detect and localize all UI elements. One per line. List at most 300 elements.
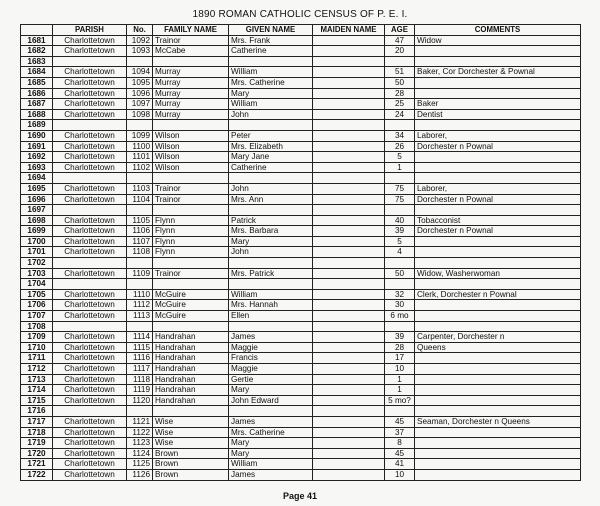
line-number-cell: 1712 [21, 364, 53, 375]
maiden-name-cell [313, 109, 385, 120]
comments-cell [415, 88, 581, 99]
family-name-cell: Flynn [153, 247, 229, 258]
given-name-cell: Francis [229, 353, 313, 364]
comments-cell [415, 279, 581, 290]
parish-cell [53, 120, 127, 131]
given-name-cell: John Edward [229, 395, 313, 406]
header-age: AGE [385, 25, 415, 36]
maiden-name-cell [313, 311, 385, 322]
no-cell: 1125 [127, 459, 153, 470]
parish-cell: Charlottetown [53, 141, 127, 152]
given-name-cell [229, 205, 313, 216]
line-number-cell: 1722 [21, 469, 53, 480]
age-cell [385, 406, 415, 417]
given-name-cell [229, 321, 313, 332]
parish-cell: Charlottetown [53, 130, 127, 141]
parish-cell: Charlottetown [53, 385, 127, 396]
family-name-cell: Handrahan [153, 374, 229, 385]
parish-cell: Charlottetown [53, 77, 127, 88]
maiden-name-cell [313, 438, 385, 449]
age-cell: 40 [385, 215, 415, 226]
comments-cell: Widow [415, 35, 581, 46]
table-row [21, 279, 581, 290]
line-number-cell: 1683 [21, 56, 53, 67]
parish-cell: Charlottetown [53, 152, 127, 163]
no-cell: 1105 [127, 215, 153, 226]
given-name-cell: William [229, 99, 313, 110]
age-cell: 24 [385, 109, 415, 120]
given-name-cell [229, 406, 313, 417]
maiden-name-cell [313, 77, 385, 88]
line-number-cell: 1693 [21, 162, 53, 173]
comments-cell [415, 152, 581, 163]
parish-cell: Charlottetown [53, 395, 127, 406]
parish-cell: Charlottetown [53, 374, 127, 385]
parish-cell [53, 279, 127, 290]
parish-cell: Charlottetown [53, 353, 127, 364]
family-name-cell: Wilson [153, 141, 229, 152]
family-name-cell [153, 120, 229, 131]
no-cell: 1104 [127, 194, 153, 205]
family-name-cell: Wilson [153, 162, 229, 173]
table-header-row [21, 25, 581, 36]
line-number-cell: 1684 [21, 67, 53, 78]
table-row [21, 364, 581, 375]
age-cell: 5 [385, 152, 415, 163]
parish-cell: Charlottetown [53, 99, 127, 110]
family-name-cell: Trainor [153, 268, 229, 279]
comments-cell [415, 459, 581, 470]
maiden-name-cell [313, 130, 385, 141]
given-name-cell: Mrs. Hannah [229, 300, 313, 311]
line-number-cell: 1711 [21, 353, 53, 364]
comments-cell [415, 120, 581, 131]
maiden-name-cell [313, 332, 385, 343]
page-number: Page 41 [282, 491, 318, 501]
age-cell: 5 mo? [385, 395, 415, 406]
maiden-name-cell [313, 395, 385, 406]
given-name-cell [229, 56, 313, 67]
no-cell [127, 205, 153, 216]
family-name-cell: Wise [153, 427, 229, 438]
parish-cell: Charlottetown [53, 247, 127, 258]
table-row [21, 258, 581, 269]
line-number-cell: 1713 [21, 374, 53, 385]
header-no: No. [127, 25, 153, 36]
age-cell: 26 [385, 141, 415, 152]
given-name-cell: Mrs. Elizabeth [229, 141, 313, 152]
table-row [21, 56, 581, 67]
line-number-cell: 1691 [21, 141, 53, 152]
maiden-name-cell [313, 385, 385, 396]
maiden-name-cell [313, 469, 385, 480]
line-number-cell: 1718 [21, 427, 53, 438]
comments-cell [415, 321, 581, 332]
table-row [21, 88, 581, 99]
comments-cell: Dorchester n Pownal [415, 141, 581, 152]
maiden-name-cell [313, 279, 385, 290]
table-row [21, 226, 581, 237]
family-name-cell: Wilson [153, 130, 229, 141]
age-cell [385, 321, 415, 332]
line-number-cell: 1700 [21, 236, 53, 247]
family-name-cell: Handrahan [153, 332, 229, 343]
age-cell [385, 56, 415, 67]
family-name-cell: Flynn [153, 215, 229, 226]
table-row [21, 438, 581, 449]
comments-cell: Carpenter, Dorchester n [415, 332, 581, 343]
age-cell [385, 120, 415, 131]
maiden-name-cell [313, 215, 385, 226]
parish-cell: Charlottetown [53, 236, 127, 247]
age-cell: 41 [385, 459, 415, 470]
age-cell: 1 [385, 374, 415, 385]
maiden-name-cell [313, 194, 385, 205]
age-cell: 30 [385, 300, 415, 311]
no-cell [127, 120, 153, 131]
table-row [21, 342, 581, 353]
family-name-cell: Murray [153, 88, 229, 99]
given-name-cell: John [229, 183, 313, 194]
line-number-cell: 1716 [21, 406, 53, 417]
given-name-cell: Maggie [229, 364, 313, 375]
line-number-cell: 1682 [21, 46, 53, 57]
family-name-cell: Wise [153, 438, 229, 449]
no-cell: 1101 [127, 152, 153, 163]
maiden-name-cell [313, 289, 385, 300]
line-number-cell: 1717 [21, 416, 53, 427]
no-cell [127, 279, 153, 290]
maiden-name-cell [313, 183, 385, 194]
given-name-cell: Mrs. Ann [229, 194, 313, 205]
no-cell: 1107 [127, 236, 153, 247]
comments-cell [415, 236, 581, 247]
age-cell: 10 [385, 469, 415, 480]
maiden-name-cell [313, 416, 385, 427]
line-number-cell: 1695 [21, 183, 53, 194]
line-number-cell: 1715 [21, 395, 53, 406]
given-name-cell [229, 258, 313, 269]
given-name-cell: Mary Jane [229, 152, 313, 163]
table-row [21, 67, 581, 78]
family-name-cell: Flynn [153, 226, 229, 237]
family-name-cell: Handrahan [153, 385, 229, 396]
parish-cell: Charlottetown [53, 438, 127, 449]
parish-cell: Charlottetown [53, 194, 127, 205]
maiden-name-cell [313, 406, 385, 417]
age-cell: 10 [385, 364, 415, 375]
family-name-cell: Murray [153, 77, 229, 88]
family-name-cell: Flynn [153, 236, 229, 247]
maiden-name-cell [313, 120, 385, 131]
line-number-cell: 1686 [21, 88, 53, 99]
comments-cell: Tobacconist [415, 215, 581, 226]
line-number-cell: 1710 [21, 342, 53, 353]
table-row [21, 173, 581, 184]
family-name-cell [153, 56, 229, 67]
age-cell: 8 [385, 438, 415, 449]
maiden-name-cell [313, 353, 385, 364]
family-name-cell: Murray [153, 67, 229, 78]
line-number-cell: 1694 [21, 173, 53, 184]
parish-cell: Charlottetown [53, 226, 127, 237]
given-name-cell: John [229, 247, 313, 258]
age-cell: 75 [385, 194, 415, 205]
line-number-cell: 1702 [21, 258, 53, 269]
maiden-name-cell [313, 459, 385, 470]
no-cell: 1110 [127, 289, 153, 300]
comments-cell [415, 374, 581, 385]
maiden-name-cell [313, 226, 385, 237]
parish-cell: Charlottetown [53, 268, 127, 279]
no-cell [127, 56, 153, 67]
comments-cell: Seaman, Dorchester n Queens [415, 416, 581, 427]
no-cell [127, 321, 153, 332]
maiden-name-cell [313, 374, 385, 385]
table-row [21, 353, 581, 364]
table-row [21, 77, 581, 88]
maiden-name-cell [313, 247, 385, 258]
parish-cell [53, 258, 127, 269]
comments-cell [415, 258, 581, 269]
no-cell: 1119 [127, 385, 153, 396]
comments-cell [415, 56, 581, 67]
family-name-cell [153, 321, 229, 332]
table-row [21, 205, 581, 216]
header-parish: PARISH [53, 25, 127, 36]
parish-cell: Charlottetown [53, 469, 127, 480]
given-name-cell: James [229, 416, 313, 427]
table-row [21, 183, 581, 194]
age-cell: 6 mo [385, 311, 415, 322]
line-number-cell: 1719 [21, 438, 53, 449]
maiden-name-cell [313, 152, 385, 163]
age-cell: 5 [385, 236, 415, 247]
parish-cell: Charlottetown [53, 46, 127, 57]
age-cell [385, 173, 415, 184]
table-row [21, 385, 581, 396]
family-name-cell: Wise [153, 416, 229, 427]
comments-cell: Dorchester n Pownal [415, 226, 581, 237]
comments-cell: Dentist [415, 109, 581, 120]
family-name-cell: Trainor [153, 183, 229, 194]
given-name-cell: Ellen [229, 311, 313, 322]
maiden-name-cell [313, 321, 385, 332]
comments-cell [415, 427, 581, 438]
parish-cell: Charlottetown [53, 364, 127, 375]
comments-cell: Clerk, Dorchester n Pownal [415, 289, 581, 300]
given-name-cell: Maggie [229, 342, 313, 353]
given-name-cell: Mrs. Frank [229, 35, 313, 46]
given-name-cell: James [229, 332, 313, 343]
no-cell: 1099 [127, 130, 153, 141]
comments-cell [415, 173, 581, 184]
given-name-cell [229, 173, 313, 184]
parish-cell: Charlottetown [53, 416, 127, 427]
age-cell: 37 [385, 427, 415, 438]
parish-cell [53, 173, 127, 184]
table-row [21, 162, 581, 173]
no-cell: 1109 [127, 268, 153, 279]
comments-cell [415, 406, 581, 417]
line-number-cell: 1707 [21, 311, 53, 322]
comments-cell [415, 300, 581, 311]
no-cell: 1093 [127, 46, 153, 57]
comments-cell: Widow, Washerwoman [415, 268, 581, 279]
table-row [21, 141, 581, 152]
comments-cell: Baker [415, 99, 581, 110]
parish-cell: Charlottetown [53, 459, 127, 470]
table-row [21, 194, 581, 205]
no-cell: 1118 [127, 374, 153, 385]
maiden-name-cell [313, 427, 385, 438]
given-name-cell: Mrs. Barbara [229, 226, 313, 237]
given-name-cell: William [229, 67, 313, 78]
maiden-name-cell [313, 448, 385, 459]
parish-cell: Charlottetown [53, 311, 127, 322]
age-cell: 20 [385, 46, 415, 57]
parish-cell: Charlottetown [53, 35, 127, 46]
header-maiden-name: MAIDEN NAME [313, 25, 385, 36]
family-name-cell: Trainor [153, 194, 229, 205]
given-name-cell: Mary [229, 236, 313, 247]
age-cell: 34 [385, 130, 415, 141]
no-cell: 1123 [127, 438, 153, 449]
given-name-cell: Mary [229, 88, 313, 99]
no-cell: 1108 [127, 247, 153, 258]
given-name-cell [229, 120, 313, 131]
no-cell: 1098 [127, 109, 153, 120]
no-cell: 1096 [127, 88, 153, 99]
parish-cell: Charlottetown [53, 342, 127, 353]
no-cell: 1120 [127, 395, 153, 406]
line-number-cell: 1705 [21, 289, 53, 300]
table-row [21, 109, 581, 120]
given-name-cell: Catherine [229, 162, 313, 173]
age-cell: 50 [385, 77, 415, 88]
comments-cell: Dorchester n Pownal [415, 194, 581, 205]
line-number-cell: 1701 [21, 247, 53, 258]
age-cell: 45 [385, 416, 415, 427]
given-name-cell: John [229, 109, 313, 120]
parish-cell [53, 406, 127, 417]
table-row [21, 427, 581, 438]
parish-cell [53, 321, 127, 332]
comments-cell [415, 46, 581, 57]
header-given-name: GIVEN NAME [229, 25, 313, 36]
family-name-cell: Handrahan [153, 395, 229, 406]
given-name-cell: Mary [229, 448, 313, 459]
table-row [21, 469, 581, 480]
family-name-cell: Brown [153, 459, 229, 470]
parish-cell: Charlottetown [53, 162, 127, 173]
family-name-cell: McGuire [153, 289, 229, 300]
no-cell: 1117 [127, 364, 153, 375]
line-number-cell: 1699 [21, 226, 53, 237]
family-name-cell [153, 205, 229, 216]
comments-cell [415, 205, 581, 216]
maiden-name-cell [313, 88, 385, 99]
no-cell: 1106 [127, 226, 153, 237]
comments-cell [415, 162, 581, 173]
age-cell [385, 258, 415, 269]
no-cell: 1097 [127, 99, 153, 110]
no-cell [127, 406, 153, 417]
given-name-cell: Mary [229, 385, 313, 396]
comments-cell [415, 469, 581, 480]
comments-cell: Laborer, [415, 130, 581, 141]
table-row [21, 215, 581, 226]
no-cell: 1113 [127, 311, 153, 322]
age-cell: 39 [385, 332, 415, 343]
comments-cell [415, 395, 581, 406]
maiden-name-cell [313, 268, 385, 279]
age-cell: 1 [385, 162, 415, 173]
no-cell: 1124 [127, 448, 153, 459]
line-number-cell: 1709 [21, 332, 53, 343]
comments-cell [415, 311, 581, 322]
line-number-cell: 1687 [21, 99, 53, 110]
maiden-name-cell [313, 342, 385, 353]
table-row [21, 236, 581, 247]
census-table [20, 24, 581, 481]
table-row [21, 130, 581, 141]
comments-cell: Baker, Cor Dorchester & Pownal [415, 67, 581, 78]
given-name-cell: James [229, 469, 313, 480]
line-number-cell: 1698 [21, 215, 53, 226]
no-cell: 1103 [127, 183, 153, 194]
table-row [21, 289, 581, 300]
document-title: 1890 ROMAN CATHOLIC CENSUS OF P. E. I. [192, 9, 408, 20]
given-name-cell [229, 279, 313, 290]
no-cell: 1126 [127, 469, 153, 480]
maiden-name-cell [313, 258, 385, 269]
age-cell: 32 [385, 289, 415, 300]
no-cell [127, 173, 153, 184]
maiden-name-cell [313, 56, 385, 67]
no-cell: 1092 [127, 35, 153, 46]
age-cell: 28 [385, 88, 415, 99]
line-number-cell: 1688 [21, 109, 53, 120]
family-name-cell: Handrahan [153, 364, 229, 375]
line-number-cell: 1696 [21, 194, 53, 205]
given-name-cell: Mrs. Catherine [229, 77, 313, 88]
table-row [21, 406, 581, 417]
table-row [21, 46, 581, 57]
given-name-cell: Mary [229, 438, 313, 449]
table-row [21, 311, 581, 322]
age-cell: 25 [385, 99, 415, 110]
line-number-cell: 1708 [21, 321, 53, 332]
line-number-cell: 1720 [21, 448, 53, 459]
comments-cell [415, 247, 581, 258]
parish-cell: Charlottetown [53, 332, 127, 343]
family-name-cell: Wilson [153, 152, 229, 163]
comments-cell: Queens [415, 342, 581, 353]
comments-cell [415, 385, 581, 396]
age-cell: 75 [385, 183, 415, 194]
line-number-cell: 1704 [21, 279, 53, 290]
age-cell [385, 279, 415, 290]
age-cell [385, 205, 415, 216]
comments-cell [415, 448, 581, 459]
maiden-name-cell [313, 46, 385, 57]
comments-cell [415, 77, 581, 88]
line-number-cell: 1689 [21, 120, 53, 131]
age-cell: 1 [385, 385, 415, 396]
no-cell: 1102 [127, 162, 153, 173]
family-name-cell: McCabe [153, 46, 229, 57]
